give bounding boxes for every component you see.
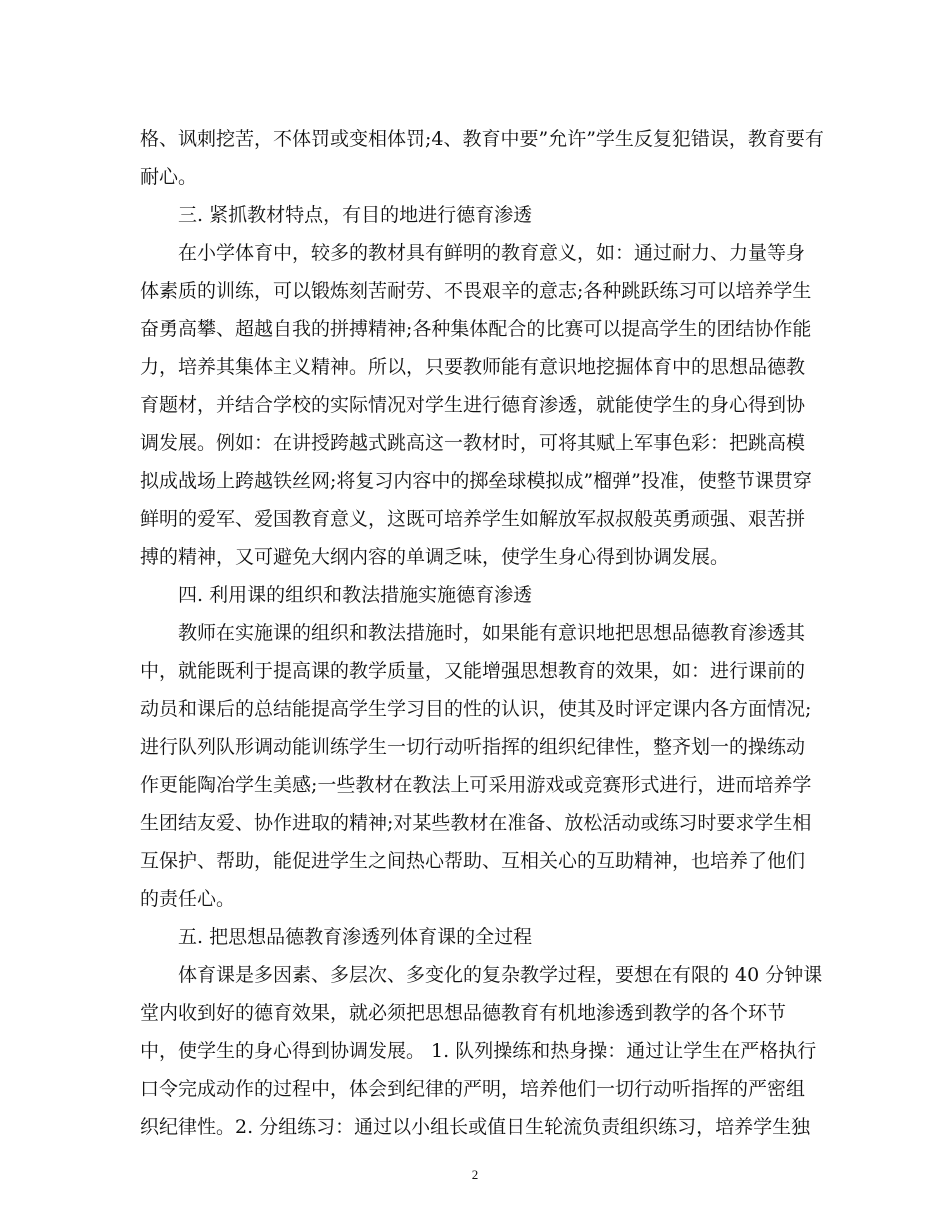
text-line: 鲜明的爱军、爱国教育意义，这既可培养学生如解放军叔叔般英勇顽强、艰苦拼 <box>140 508 806 530</box>
page-number: 2 <box>471 1167 479 1182</box>
text-line: 互保护、帮助，能促进学生之间热心帮助、互相关心的互助精神，也培养了他们 <box>140 850 806 872</box>
text-line: 力，培养其集体主义精神。所以，只要教师能有意识地挖掘体育中的思想品德教 <box>140 356 806 378</box>
text-line: 体育课是多因素、多层次、多变化的复杂教学过程，要想在有限的 40 分钟课 <box>140 964 823 986</box>
text-line: 体素质的训练，可以锻炼刻苦耐劳、不畏艰辛的意志;各种跳跃练习可以培养学生 <box>140 280 812 302</box>
text-line: 的责任心。 <box>140 888 236 910</box>
text-line: 在小学体育中，较多的教材具有鲜明的教育意义，如：通过耐力、力量等身 <box>140 242 806 264</box>
text-line: 生团结友爱、协作进取的精神;对某些教材在准备、放松活动或练习时要求学生相 <box>140 812 812 834</box>
text-line: 育题材，并结合学校的实际情况对学生进行德育渗透，就能使学生的身心得到协 <box>140 394 806 416</box>
text-line: 耐心。 <box>140 166 198 188</box>
text-line: 拟成战场上跨越铁丝网;将复习内容中的掷垒球模拟成”榴弹”投准，使整节课贯穿 <box>140 470 812 492</box>
text-line: 中，就能既利于提高课的教学质量，又能增强思想教育的效果，如：进行课前的 <box>140 660 806 682</box>
text-line: 中，使学生的身心得到协调发展。 1. 队列操练和热身操：通过让学生在严格执行 <box>140 1040 817 1062</box>
text-line: 搏的精神，又可避免大纲内容的单调乏味，使学生身心得到协调发展。 <box>140 546 730 568</box>
text-line: 格、讽刺挖苦，不体罚或变相体罚;4、教育中要”允许”学生反复犯错误，教育要有 <box>140 128 824 150</box>
text-line: 三. 紧抓教材特点，有目的地进行德育渗透 <box>140 204 533 226</box>
text-line: 四. 利用课的组织和教法措施实施德育渗透 <box>140 584 533 606</box>
text-line: 奋勇高攀、超越自我的拼搏精神;各种集体配合的比赛可以提高学生的团结协作能 <box>140 318 812 340</box>
text-line: 口令完成动作的过程中，体会到纪律的严明，培养他们一切行动听指挥的严密组 <box>140 1078 806 1100</box>
text-line: 调发展。例如：在讲授跨越式跳高这一教材时，可将其赋上军事色彩：把跳高模 <box>140 432 806 454</box>
text-line: 织纪律性。2. 分组练习：通过以小组长或值日生轮流负责组织练习，培养学生独 <box>140 1116 811 1138</box>
body-text <box>140 120 824 1146</box>
text-line: 教师在实施课的组织和教法措施时，如果能有意识地把思想品德教育渗透其 <box>140 622 806 644</box>
text-line: 动员和课后的总结能提高学生学习目的性的认识，使其及时评定课内各方面情况; <box>140 698 812 720</box>
text-line: 五. 把思想品德教育渗透列体育课的全过程 <box>140 926 533 948</box>
text-line: 作更能陶冶学生美感;一些教材在教法上可采用游戏或竞赛形式进行，进而培养学 <box>140 774 812 796</box>
text-line: 进行队列队形调动能训练学生一切行动听指挥的组织纪律性，整齐划一的操练动 <box>140 736 806 758</box>
text-line: 堂内收到好的德育效果，就必须把思想品德教育有机地渗透到教学的各个环节 <box>140 1002 787 1024</box>
